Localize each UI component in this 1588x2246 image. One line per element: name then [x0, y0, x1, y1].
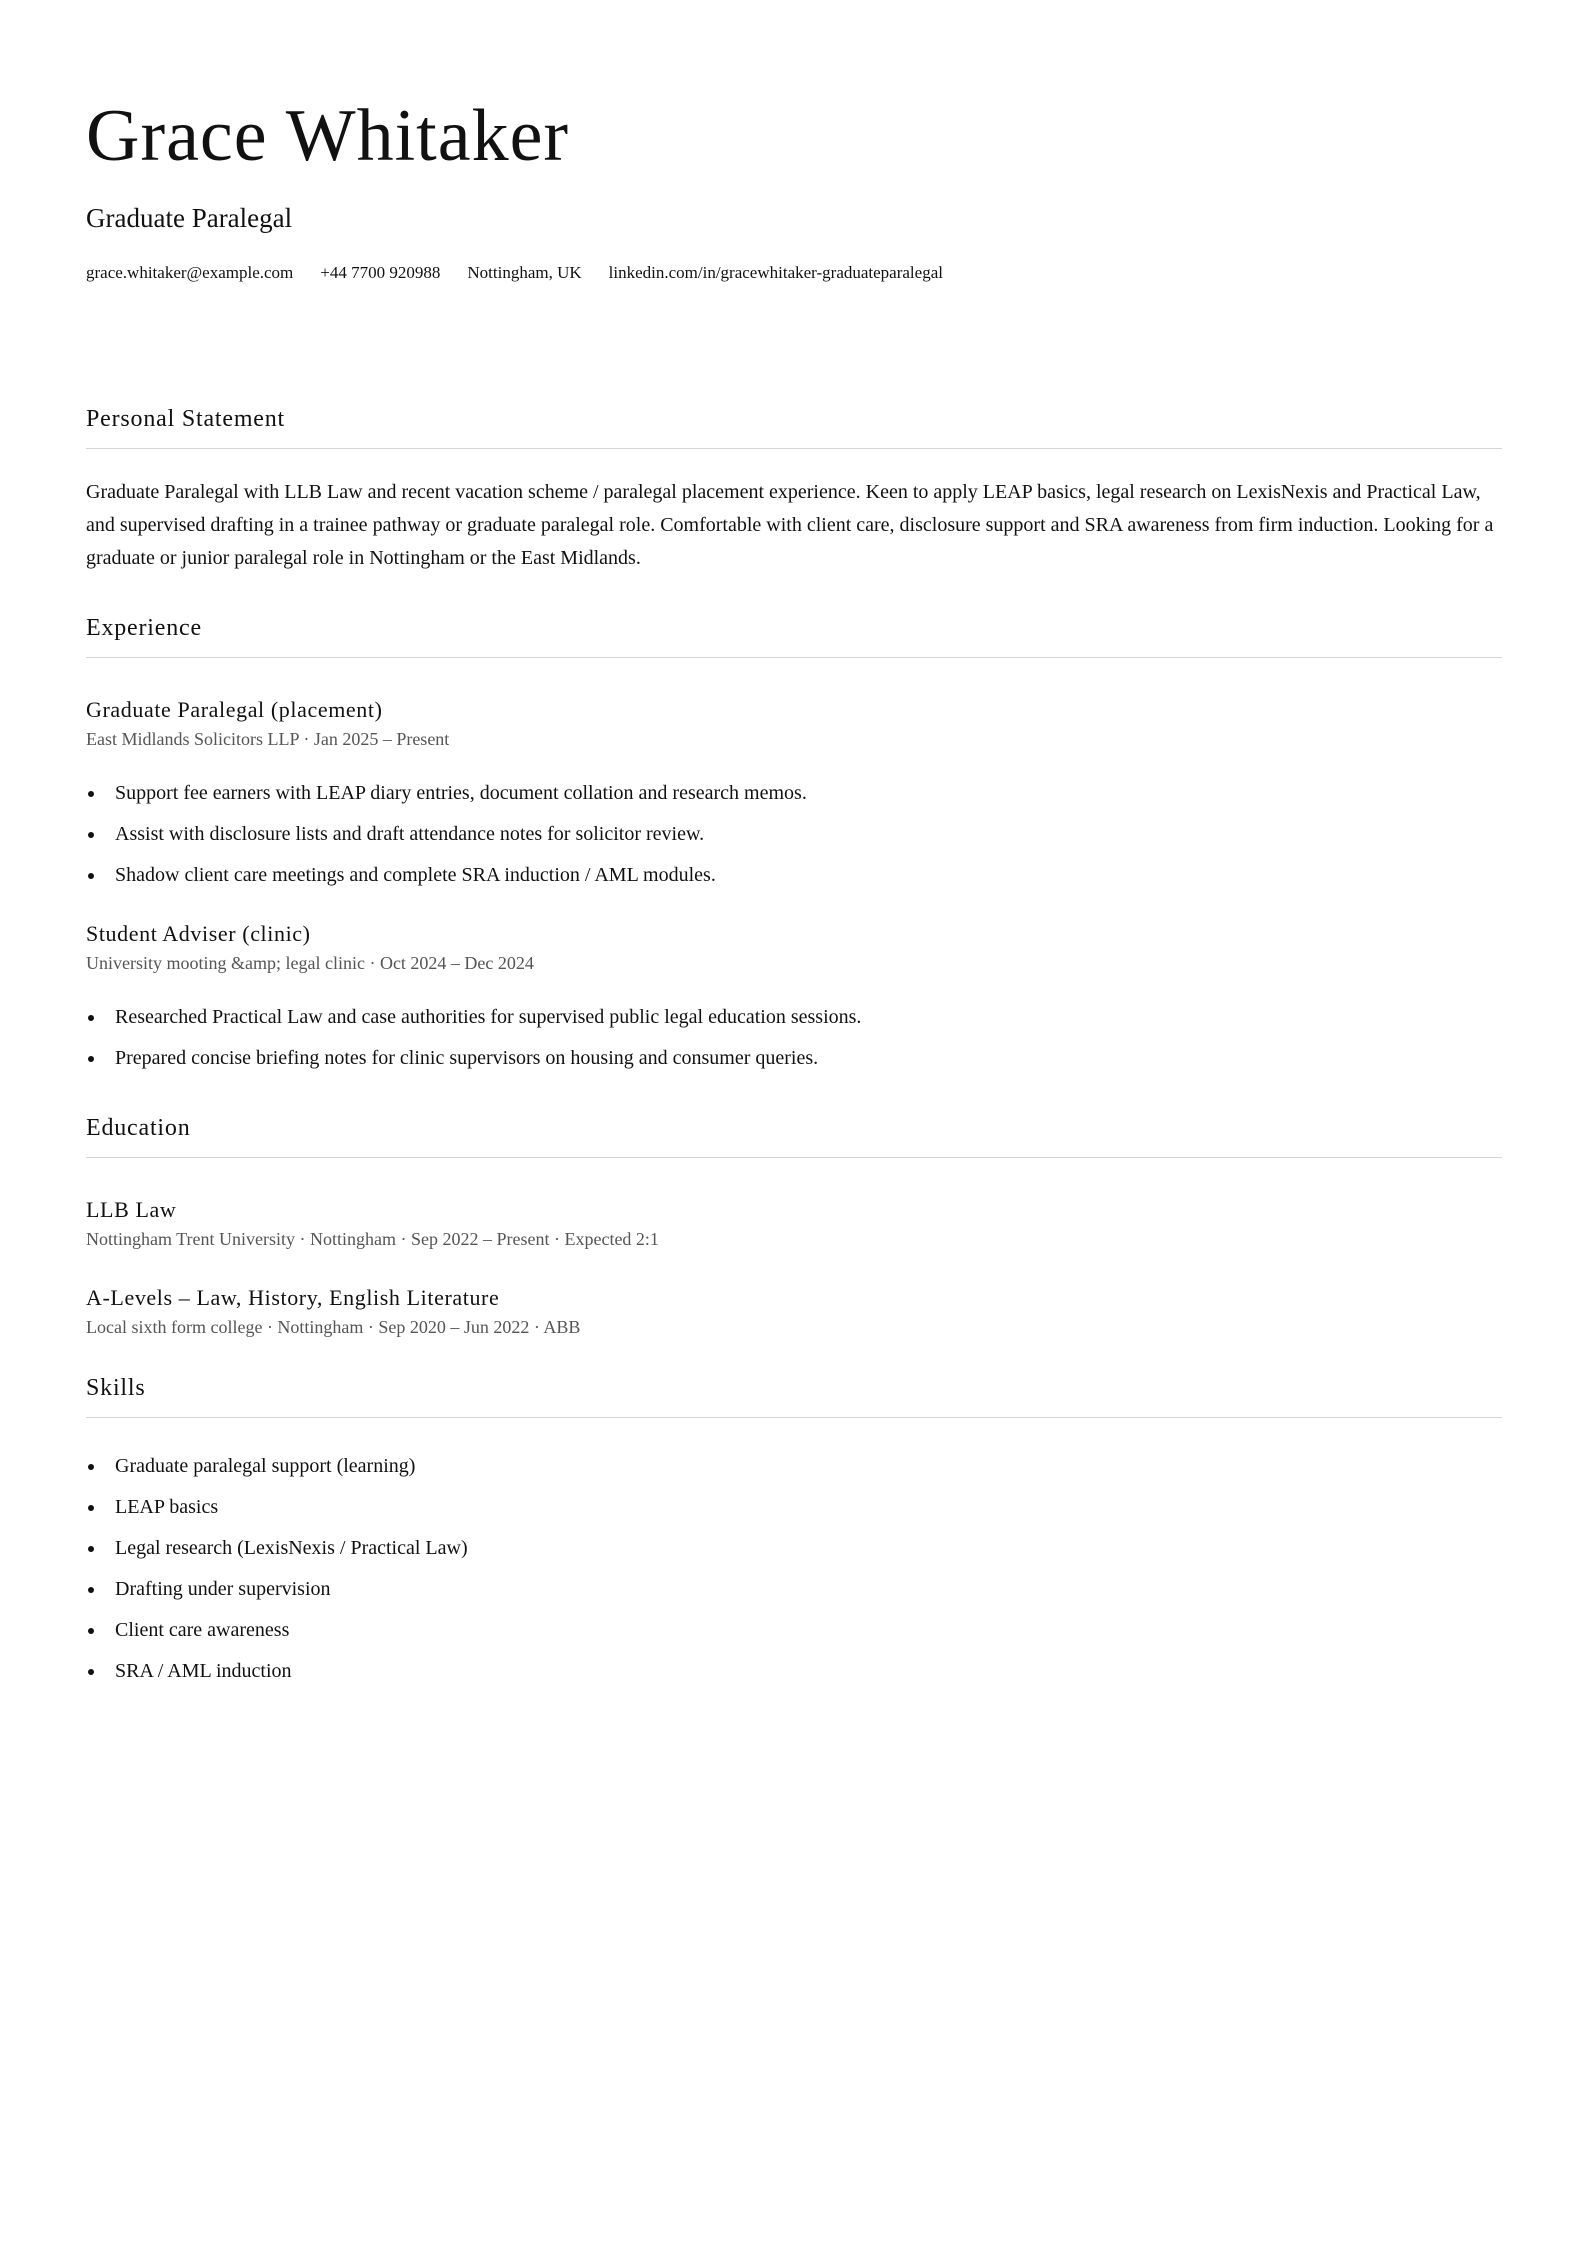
- contact-email[interactable]: grace.whitaker@example.com: [86, 263, 294, 282]
- contact-line: [86, 262, 1502, 284]
- list-item: Shadow client care meetings and complete SRA induction / AML modules.: [86, 855, 1502, 896]
- contact-linkedin[interactable]: linkedin.com/in/gracewhitaker-graduateparalegal: [608, 263, 943, 282]
- job-title: Graduate Paralegal (placement): [86, 697, 383, 722]
- section-title: Experience: [86, 613, 1502, 658]
- list-item: Support fee earners with LEAP diary entries, document collation and research memos.: [86, 773, 1502, 814]
- section-skills: [86, 1373, 1502, 1692]
- section-personal-statement: [86, 404, 1502, 575]
- list-item: Researched Practical Law and case authorities for supervised public legal education sessions.: [86, 997, 1502, 1038]
- candidate-name: Grace Whitaker: [86, 95, 570, 177]
- contact-location: Nottingham, UK: [467, 263, 582, 282]
- experience-entry: [86, 920, 1502, 1079]
- job-meta: University mooting &amp; legal clinic · Oct 2024 – Dec 2024: [86, 953, 534, 973]
- education-entry: [86, 1284, 1502, 1339]
- cv-header: [86, 0, 1502, 284]
- qualification-title: LLB Law: [86, 1197, 177, 1222]
- section-title: Personal Statement: [86, 404, 1502, 449]
- education-entry: [86, 1196, 1502, 1251]
- job-title: Student Adviser (clinic): [86, 921, 311, 946]
- experience-entry: [86, 696, 1502, 896]
- skill-item: Client care awareness: [86, 1610, 1502, 1651]
- skill-item: Graduate paralegal support (learning): [86, 1446, 1502, 1487]
- section-title: Education: [86, 1113, 1502, 1158]
- candidate-role: Graduate Paralegal: [86, 203, 293, 233]
- section-title: Skills: [86, 1373, 1502, 1418]
- personal-statement-text: Graduate Paralegal with LLB Law and recent vacation scheme / paralegal placement experience. Keen to apply LEAP basics, legal research on LexisNexis and Practical Law, and supervised drafting in a trainee pathway or graduate paralegal role. Comfortable with client care, disclosure support and SRA awareness from firm induction. Looking for a graduate or junior paralegal role in Nottingham or the East Midlands.: [86, 481, 1494, 569]
- skill-item: SRA / AML induction: [86, 1651, 1502, 1692]
- skill-item: Drafting under supervision: [86, 1569, 1502, 1610]
- section-education: [86, 1113, 1502, 1339]
- list-item: Assist with disclosure lists and draft attendance notes for solicitor review.: [86, 814, 1502, 855]
- list-item: Prepared concise briefing notes for clinic supervisors on housing and consumer queries.: [86, 1038, 1502, 1079]
- qualification-meta: Local sixth form college · Nottingham · Sep 2020 – Jun 2022 · ABB: [86, 1317, 581, 1337]
- qualification-title: A-Levels – Law, History, English Literature: [86, 1285, 500, 1310]
- job-meta: East Midlands Solicitors LLP · Jan 2025 – Present: [86, 729, 450, 749]
- qualification-meta: Nottingham Trent University · Nottingham · Sep 2022 – Present · Expected 2:1: [86, 1229, 659, 1249]
- skill-item: LEAP basics: [86, 1487, 1502, 1528]
- section-experience: [86, 613, 1502, 1079]
- job-bullets: [86, 773, 1502, 896]
- contact-phone[interactable]: +44 7700 920988: [320, 263, 441, 282]
- job-bullets: [86, 997, 1502, 1079]
- skills-list: [86, 1446, 1502, 1692]
- skill-item: Legal research (LexisNexis / Practical Law): [86, 1528, 1502, 1569]
